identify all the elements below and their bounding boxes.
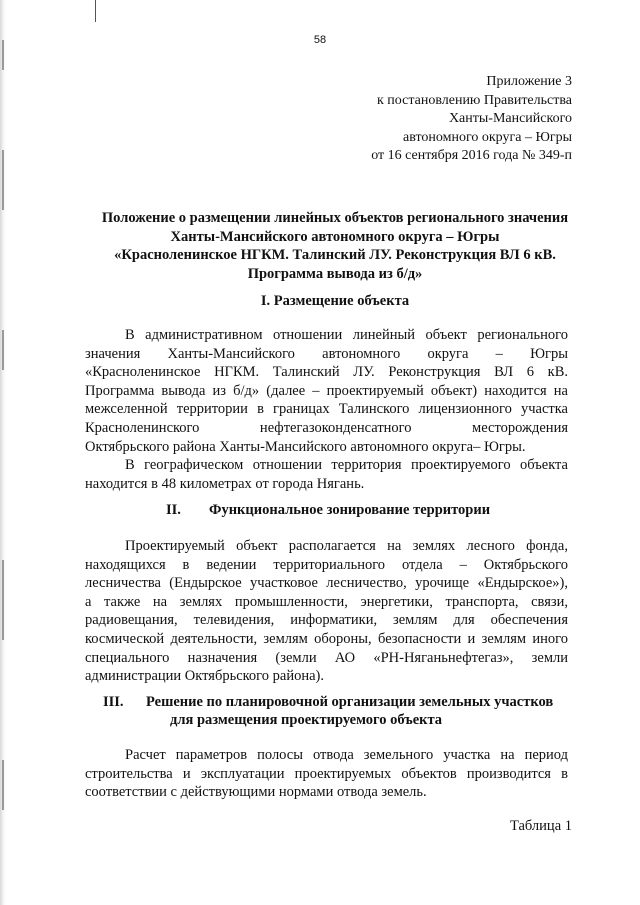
table-label: Таблица 1 [509, 818, 572, 834]
scan-mark [2, 560, 4, 640]
paragraph-line: соответствии с действующими нормами отвода земель. [85, 784, 427, 801]
scan-mark [2, 760, 4, 810]
title-line: «Красноленинское НГКМ. Талинский ЛУ. Реконструкция ВЛ 6 кВ. [114, 247, 556, 263]
paragraph-line: В географическом отношении территория проектируемого объекта [125, 457, 568, 473]
appendix-line: к постановлению Правительства [376, 92, 572, 108]
title-line: Положение о размещении линейных объектов регионального значения [101, 210, 569, 226]
scan-mark [2, 150, 4, 210]
section-3-heading-line-1: Решение по планировочной организации земельных участков [146, 694, 554, 710]
paragraph-line: «Красноленинское НГКМ. Талинский ЛУ. Реконструкция ВЛ 6 кВ. [85, 364, 568, 381]
paragraph-line: Октябрьского района Ханты-Мансийского автономного округа– Югры. [85, 438, 526, 455]
section-1-paragraph-1 [85, 326, 568, 456]
paragraph-line: администрации Октябрьского района). [85, 668, 324, 685]
page-number: 58 [313, 34, 327, 46]
section-3-number: III. [103, 694, 124, 710]
paragraph-line: Проектируемый объект располагается на землях лесного фонда, [125, 538, 568, 554]
appendix-block [272, 73, 572, 166]
paragraph-line: Программа вывода из б/д» (далее – проектируемый объект) находится на [85, 382, 568, 399]
paragraph-line: значения Ханты-Мансийского автономного округа – Югры [85, 345, 568, 362]
scan-mark [2, 330, 4, 370]
section-1-paragraph-2 [85, 456, 568, 493]
paragraph-line: Красноленинского нефтегазоконденсатного месторождения [85, 419, 568, 436]
paragraph-line: межселенной территории в границах Талинского лицензионного участка [85, 401, 568, 418]
paragraph-line: находится в 48 километрах от города Нягань. [85, 475, 365, 492]
appendix-line: Ханты-Мансийского [448, 111, 572, 126]
scan-artifact-line [95, 0, 96, 22]
section-2-paragraph [85, 537, 568, 686]
section-1-heading: I. Размещение объекта [260, 293, 410, 309]
paragraph-line: находящихся в ведении территориального отдела – Октябрьского [85, 556, 568, 573]
paragraph-line: а также на землях промышленности, энергетики, транспорта, связи, [85, 593, 568, 610]
paragraph-line: радиовещания, телевидения, информатики, землям для обеспечения [85, 612, 568, 629]
paragraph-line: строительства и эксплуатации проектируемых объектов производится в [85, 765, 568, 782]
document-title [82, 209, 588, 283]
appendix-line: автономного округа – Югры [403, 129, 572, 145]
scan-left-edge [0, 0, 6, 905]
paragraph-line: Расчет параметров полосы отвода земельного участка на период [125, 747, 568, 763]
section-3-paragraph [85, 746, 568, 802]
title-line: Программа вывода из б/д» [247, 265, 423, 282]
paragraph-line: специального назначения (земли АО «РН-Няганьнефтегаз», земли [85, 649, 568, 666]
appendix-line: от 16 сентября 2016 года № 349-п [371, 148, 572, 163]
appendix-line: Приложение 3 [486, 74, 572, 89]
title-line: Ханты-Мансийского автономного округа – Югры [170, 228, 500, 245]
paragraph-line: В административном отношении линейный объект регионального [125, 327, 568, 343]
paragraph-line: лесничества (Ендырское участковое лесничество, урочище «Ендырское»), [85, 575, 568, 592]
paragraph-line: космической деятельности, землям обороны, безопасности и землям иного [85, 630, 568, 647]
section-2-heading: Функциональное зонирование территории [209, 502, 491, 518]
section-3-heading-line-2: для размещения проектируемого объекта [170, 712, 443, 728]
section-2-number: II. [166, 502, 181, 518]
